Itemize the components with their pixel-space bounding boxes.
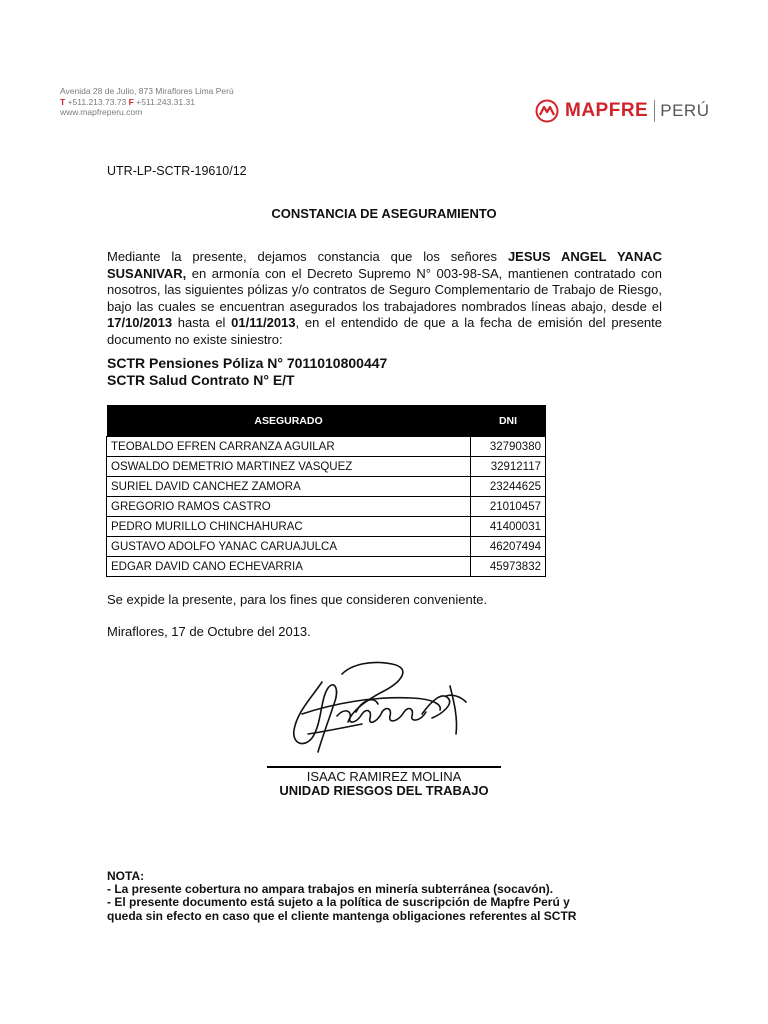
signatory-name: ISAAC RAMIREZ MOLINA: [306, 769, 462, 784]
insured-dni: 32912117: [471, 457, 546, 477]
table-row: [107, 497, 546, 517]
coverage-start-date: 17/10/2013: [107, 315, 173, 331]
fax-number: +511.243.31.31: [136, 96, 195, 107]
insured-dni: 41400031: [471, 517, 546, 537]
insured-name: PEDRO MURILLO CHINCHAHURAC: [107, 517, 471, 537]
body-end: , en el entendido de que a la fecha de emisión del presente documento no existe siniestro:: [107, 315, 662, 347]
company-website: www.mapfreperu.com: [60, 107, 143, 117]
insured-dni: 23244625: [471, 477, 546, 497]
note-line: - La presente cobertura no ampara trabajos en minería subterránea (socavón).: [107, 882, 554, 897]
signatory-unit: UNIDAD RIESGOS DEL TRABAJO: [279, 783, 489, 798]
logo-divider: [654, 100, 655, 122]
phone-number: +511.213.73.73: [67, 96, 127, 107]
insured-dni: 45973832: [471, 557, 546, 577]
insured-name: OSWALDO DEMETRIO MARTINEZ VASQUEZ: [107, 457, 471, 477]
column-header-dni: DNI: [471, 405, 546, 437]
insured-name: EDGAR DAVID CANO ECHEVARRIA: [107, 557, 471, 577]
insured-name: TEOBALDO EFREN CARRANZA AGUILAR: [107, 437, 471, 457]
closing-statement: Se expide la presente, para los fines que consideren conveniente.: [107, 592, 488, 607]
table-row: [107, 457, 546, 477]
table-row: [107, 517, 546, 537]
table-row: [107, 557, 546, 577]
body-between: hasta el: [172, 315, 232, 331]
company-address: Avenida 28 de Julio, 873 Miraflores Lima Perú: [60, 86, 234, 96]
logo-brand: MAPFRE: [565, 100, 649, 121]
note-label: NOTA:: [107, 869, 145, 883]
insured-dni: 46207494: [471, 537, 546, 557]
insured-table: [106, 405, 546, 577]
health-contract: SCTR Salud Contrato N° E/T: [107, 372, 295, 388]
insured-dni: 21010457: [471, 497, 546, 517]
company-address-block: [60, 86, 234, 118]
note-block: [107, 870, 607, 923]
phone-prefix: T: [60, 96, 66, 107]
note-line: - El presente documento está sujeto a la política de suscripción de Mapfre Perú y queda sin efecto en caso que el cliente mantenga obligaciones referentes al SCTR: [107, 895, 577, 923]
document-reference: UTR-LP-SCTR-19610/12: [107, 164, 247, 178]
mapfre-emblem-icon: [535, 99, 559, 123]
table-header-row: [107, 405, 546, 437]
table-row: [107, 537, 546, 557]
coverage-end-date: 01/11/2013: [231, 315, 296, 331]
place-and-date: Miraflores, 17 de Octubre del 2013.: [107, 624, 311, 639]
handwritten-signature: [282, 652, 482, 764]
insured-name: GUSTAVO ADOLFO YANAC CARUAJULCA: [107, 537, 471, 557]
column-header-insured: ASEGURADO: [107, 405, 471, 437]
insured-name: GREGORIO RAMOS CASTRO: [107, 497, 471, 517]
logo-country: PERÚ: [660, 101, 710, 120]
company-phones: [60, 97, 234, 108]
mapfre-logo: [535, 96, 709, 126]
insured-dni: 32790380: [471, 437, 546, 457]
fax-prefix: F: [128, 96, 134, 107]
table-row: [107, 477, 546, 497]
body-intro: Mediante la presente, dejamos constancia que los señores: [107, 249, 508, 264]
body-mid: en armonía con el Decreto Supremo N° 003-98-SA, mantienen contratado con nosotros, las siguientes pólizas y/o contratos de Seguro Complementario de Trabajo de Riesgo, bajo las cuales se encuentran asegurados los trabajadores nombrados líneas abajo, desde el: [107, 265, 662, 314]
document-title: CONSTANCIA DE ASEGURAMIENTO: [271, 206, 497, 221]
client-name: JESUS ANGEL YANAC SUSANIVAR,: [107, 249, 662, 281]
insured-name: SURIEL DAVID CANCHEZ ZAMORA: [107, 477, 471, 497]
signature-line: [267, 766, 501, 768]
pension-policy: SCTR Pensiones Póliza N° 7011010800447: [107, 355, 388, 371]
table-row: [107, 437, 546, 457]
body-paragraph: [107, 249, 662, 349]
